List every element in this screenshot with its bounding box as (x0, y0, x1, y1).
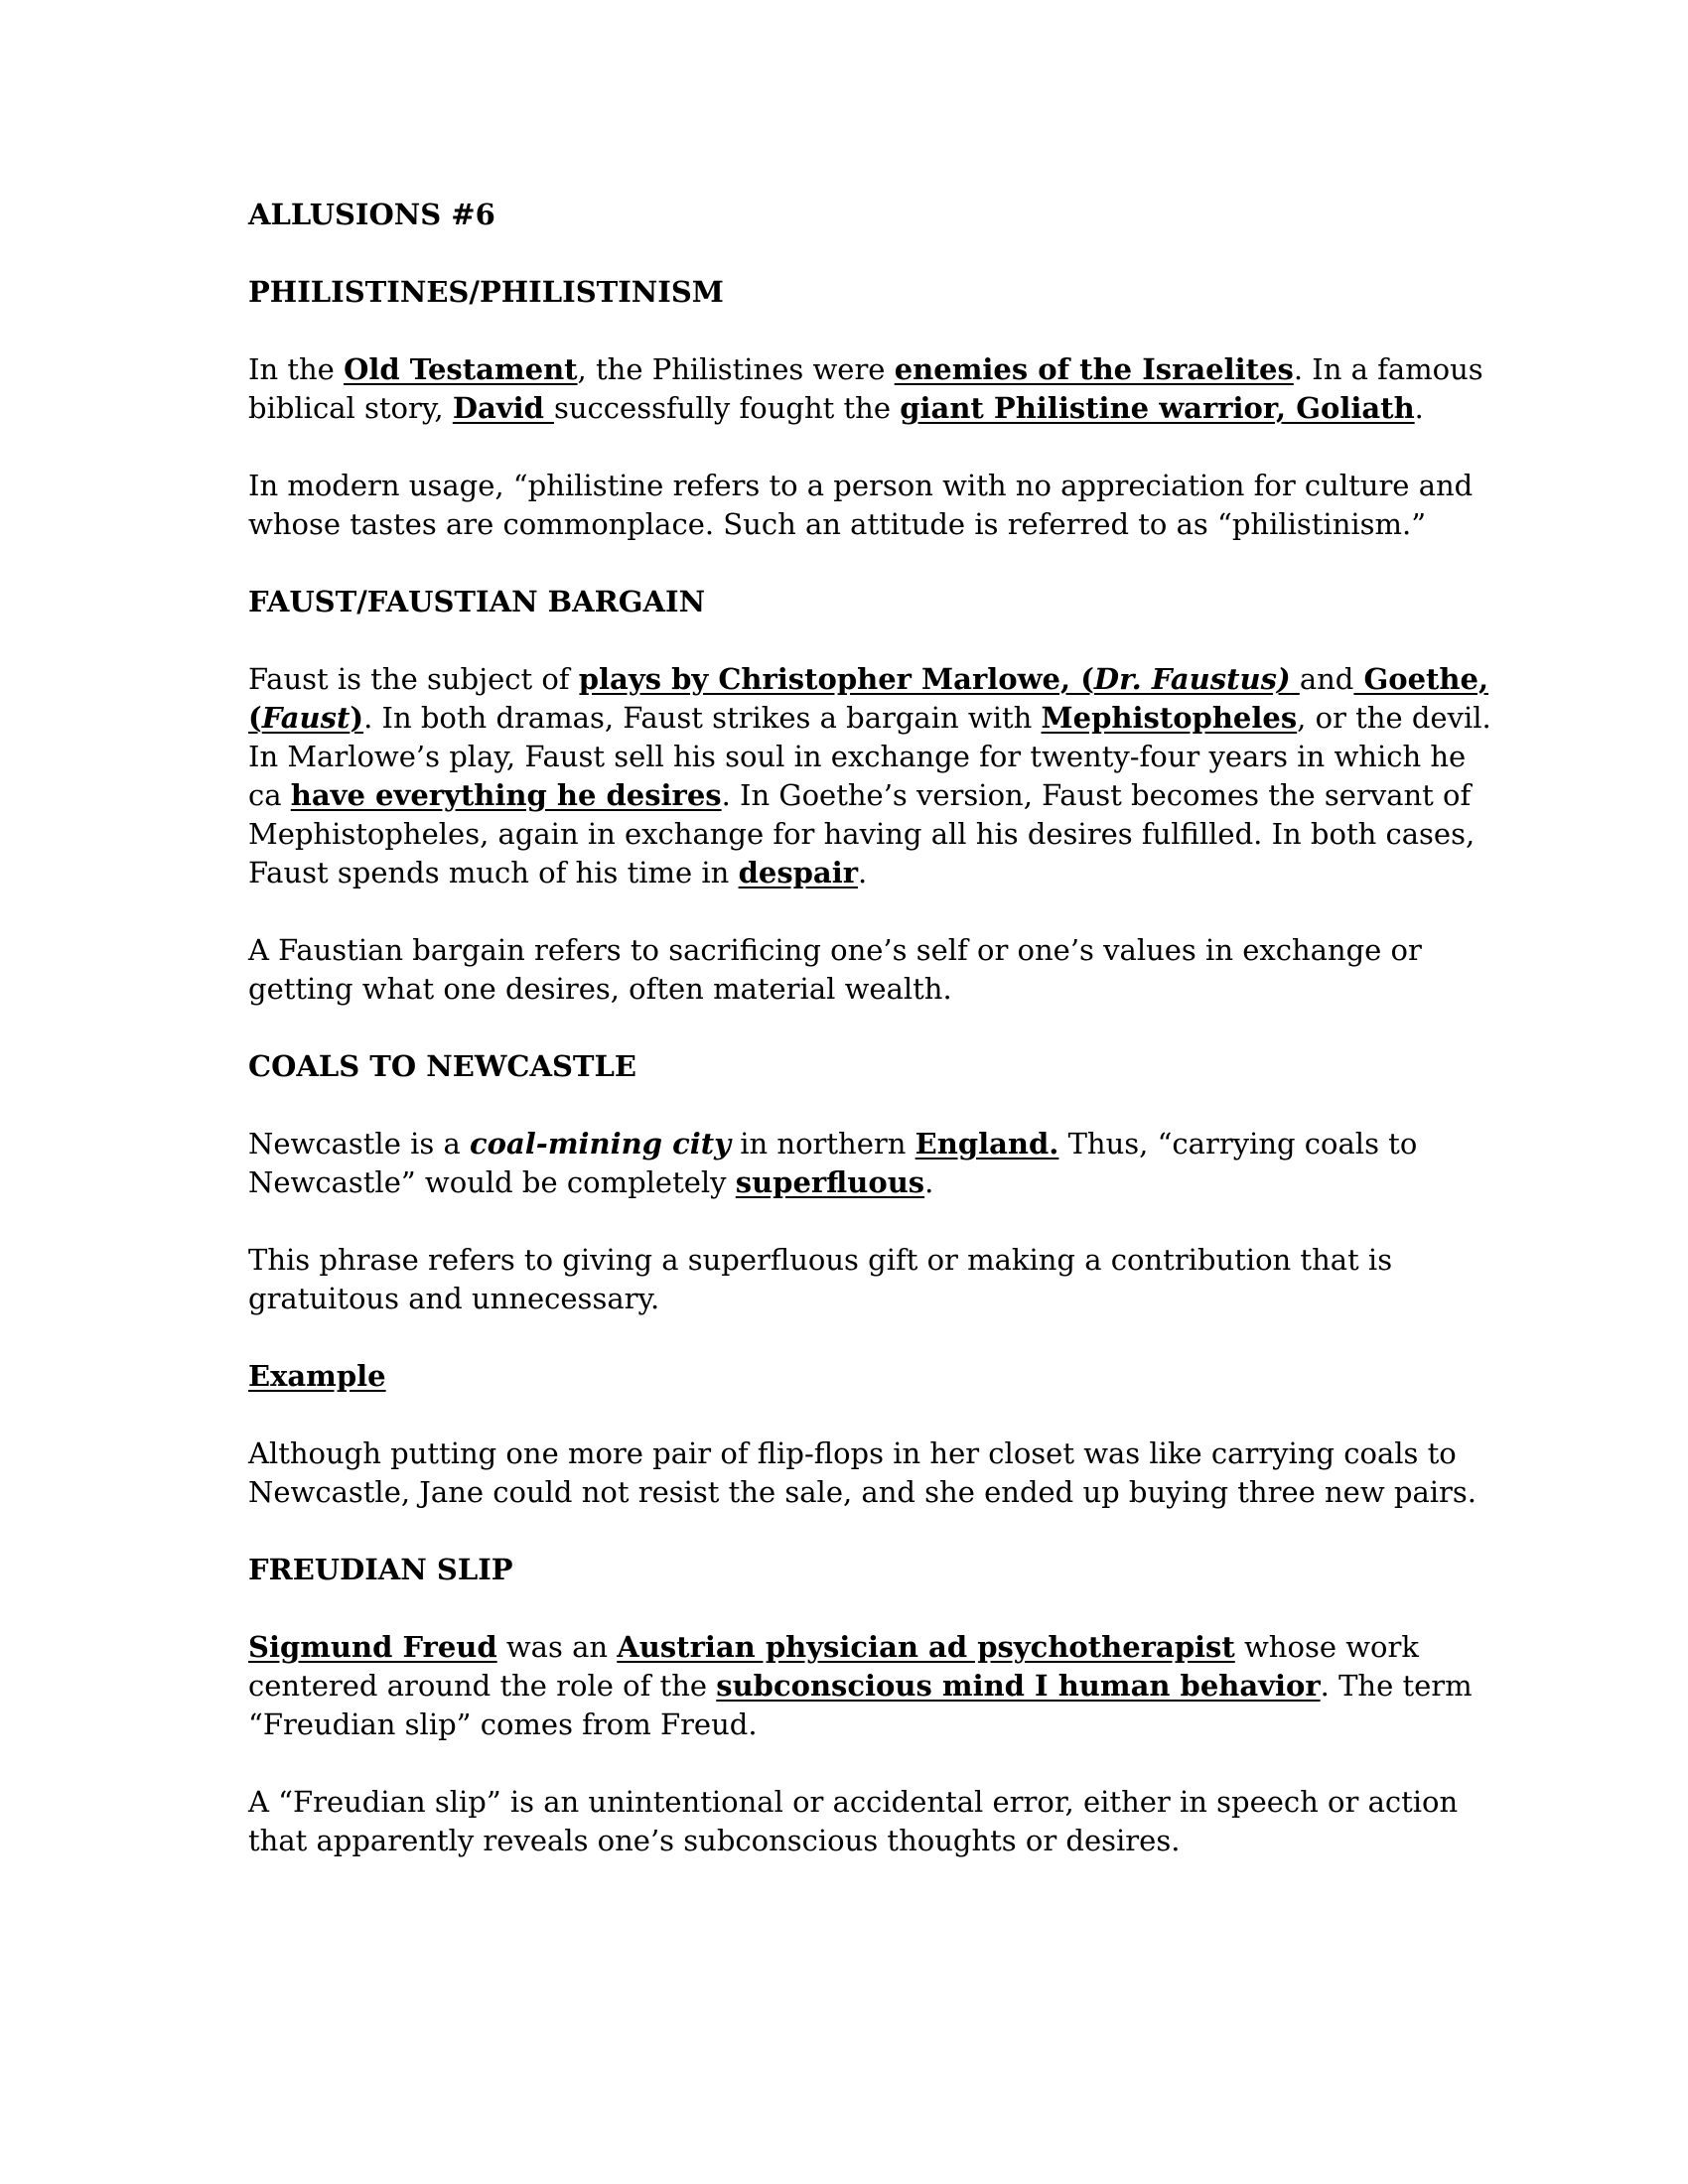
philistines-paragraph-1 (248, 350, 1483, 428)
text: . In a famous (1293, 352, 1483, 386)
freudian-heading: FREUDIAN SLIP (248, 1553, 513, 1586)
despair-term: despair (738, 856, 859, 889)
philistines-paragraph-2 (248, 467, 1474, 544)
text-line: “Freudian slip” comes from Freud. (248, 1707, 758, 1741)
text: was an (496, 1630, 618, 1664)
text: Newcastle is a (248, 1127, 470, 1160)
newcastle-paragraph-1 (248, 1125, 1470, 1202)
text: . (1414, 391, 1424, 425)
text: Faust is the subject of (248, 662, 579, 696)
text-line: A Faustian bargain refers to sacrificing one’s self or one’s values in exchange or (248, 933, 1422, 967)
freudian-paragraph-2 (248, 1783, 1470, 1860)
text: biblical story, (248, 391, 453, 425)
text-line: Although putting one more pair of flip-flops in her closet was like carrying coals to (248, 1436, 1457, 1470)
freudian-paragraph-1 (248, 1628, 1473, 1744)
text: and (1299, 662, 1354, 696)
text-line: Mephistopheles, again in exchange for having all his desires fulfilled. In both cases, (248, 817, 1476, 851)
text: Newcastle” would be completely (248, 1165, 736, 1199)
text-line: Newcastle, Jane could not resist the sale, and she ended up buying three new pairs. (248, 1475, 1477, 1509)
freud-term: Sigmund Freud (248, 1630, 497, 1664)
dr-faustus-title: Dr. Faustus) (1093, 662, 1291, 696)
newcastle-paragraph-2 (248, 1241, 1470, 1318)
text-line: In Marlowe’s play, Faust sell his soul in exchange for twenty-four years in which he (248, 740, 1467, 773)
text: , the Philistines were (577, 352, 895, 386)
everything-term: have everything he desires (290, 778, 722, 812)
superfluous-term: superfluous (735, 1165, 925, 1199)
mephistopheles-term: Mephistopheles (1041, 701, 1298, 735)
england-term: England. (914, 1127, 1059, 1160)
text: ) (350, 701, 364, 735)
document-page (248, 196, 1491, 1860)
example-paragraph (248, 1434, 1477, 1512)
text: . In both dramas, Faust strikes a bargain with (363, 701, 1042, 735)
example-heading: Example (248, 1359, 386, 1393)
faust-title: Faust (261, 701, 351, 735)
text: centered around the role of the (248, 1669, 717, 1703)
text: ca (248, 778, 291, 812)
text: Faust spends much of his time in (248, 856, 739, 889)
goethe-term: Goethe, (1353, 662, 1489, 696)
text: . The term (1320, 1669, 1473, 1703)
text: . In Goethe’s version, Faust becomes the servant of (721, 778, 1472, 812)
document-title: ALLUSIONS #6 (248, 198, 495, 231)
old-testament-term: Old Testament (344, 352, 578, 386)
text-line: gratuitous and unnecessary. (248, 1282, 660, 1315)
text-line: In modern usage, “philistine refers to a person with no appreciation for culture and (248, 469, 1474, 502)
text: Thus, “carrying coals to (1058, 1127, 1418, 1160)
text: whose work (1234, 1630, 1419, 1664)
philistines-heading: PHILISTINES/PHILISTINISM (248, 275, 724, 309)
newcastle-heading: COALS TO NEWCASTLE (248, 1049, 636, 1083)
subconscious-term: subconscious mind I human behavior (716, 1669, 1321, 1703)
text-line: A “Freudian slip” is an unintentional or accidental error, either in speech or action (248, 1785, 1459, 1819)
goliath-term: giant Philistine warrior, Goliath (900, 391, 1415, 425)
text-line: that apparently reveals one’s subconscious thoughts or desires. (248, 1824, 1181, 1857)
text: ( (248, 701, 262, 735)
text: . (924, 1165, 934, 1199)
text: , or the devil. (1297, 701, 1491, 735)
coal-city-term: coal-mining city (469, 1127, 731, 1160)
david-term: David (452, 391, 554, 425)
text: successfully fought the (554, 391, 901, 425)
faust-paragraph-2 (248, 931, 1470, 1009)
text-line: getting what one desires, often material wealth. (248, 972, 952, 1006)
enemies-term: enemies of the Israelites (894, 352, 1294, 386)
marlowe-term: plays by Christopher Marlowe, ( (578, 662, 1094, 696)
faust-paragraph-1 (248, 660, 1491, 892)
text: in northern (731, 1127, 915, 1160)
text (1291, 662, 1300, 696)
text-line: whose tastes are commonplace. Such an attitude is referred to as “philistinism.” (248, 507, 1427, 541)
text: . (858, 856, 868, 889)
austrian-term: Austrian physician ad psychotherapist (617, 1630, 1235, 1664)
text-line: This phrase refers to giving a superfluous gift or making a contribution that is (248, 1243, 1393, 1277)
text: In the (248, 352, 345, 386)
faust-heading: FAUST/FAUSTIAN BARGAIN (248, 585, 706, 618)
